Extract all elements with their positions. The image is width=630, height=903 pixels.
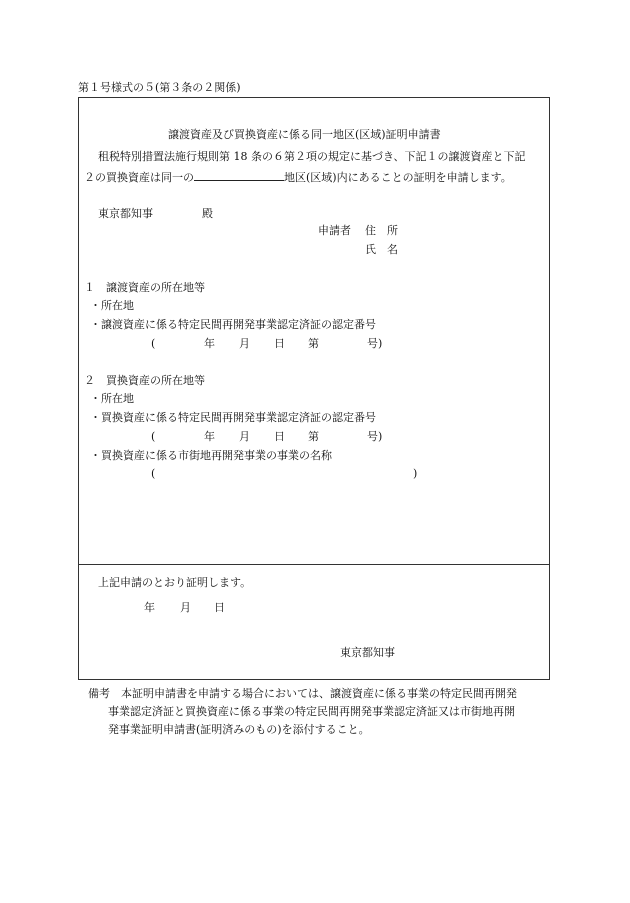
section2-date-dai: 第 xyxy=(308,430,319,443)
applicant-address-label: 住 所 xyxy=(365,224,398,237)
form-frame xyxy=(78,97,550,680)
certification-month: 月 xyxy=(180,601,191,614)
certification-statement: 上記申請のとおり証明します。 xyxy=(98,576,252,589)
section1-date-open: ( xyxy=(151,337,156,350)
remarks-note xyxy=(88,685,558,739)
section2-heading: ２ 買換資産の所在地等 xyxy=(84,374,205,387)
section1-date-day: 日 xyxy=(274,337,285,350)
section1-date-year: 年 xyxy=(204,337,215,350)
intro-line-2-before: ２の買換資産は同一の xyxy=(84,171,194,184)
section2-project-label: ・買換資産に係る市街地再開発事業の事業の名称 xyxy=(90,449,332,462)
certification-day: 日 xyxy=(214,601,225,614)
addressee-name: 東京都知事 xyxy=(98,207,153,220)
addressee-honorific: 殿 xyxy=(202,207,213,220)
certification-year: 年 xyxy=(144,601,155,614)
intro-line-1: 租税特別措置法施行規則第 18 条の６第２項の規定に基づき、下記１の譲渡資産と下記 xyxy=(98,150,526,163)
section1-location-label: ・所在地 xyxy=(90,299,134,312)
district-blank-line xyxy=(194,169,284,181)
remarks-line-1 xyxy=(88,685,558,703)
section1-date-go: 号) xyxy=(367,337,383,350)
remarks-line-3: 発事業証明申請書(証明済みのもの)を添付すること。 xyxy=(108,723,370,736)
remarks-line-2: 事業認定済証と買換資産に係る事業の特定民間再開発事業認定済証又は市街地再開 xyxy=(108,705,515,718)
form-title: 譲渡資産及び買換資産に係る同一地区(区域)証明申請書 xyxy=(168,128,441,141)
section2-date-day: 日 xyxy=(274,430,285,443)
remarks-text-1: 本証明申請書を申請する場合においては、譲渡資産に係る事業の特定民間再開発 xyxy=(121,687,517,700)
certification-issuer: 東京都知事 xyxy=(340,646,395,659)
section2-date-go: 号) xyxy=(367,430,383,443)
section2-date-month: 月 xyxy=(239,430,250,443)
section2-location-label: ・所在地 xyxy=(90,392,134,405)
applicant-label: 申請者 xyxy=(318,224,351,237)
intro-line-2-after: 地区(区域)内にあることの証明を申請します。 xyxy=(284,171,512,184)
section2-project-close: ) xyxy=(413,467,418,480)
remarks-label: 備考 xyxy=(88,687,110,700)
section1-cert-label: ・譲渡資産に係る特定民間再開発事業認定済証の認定番号 xyxy=(90,318,376,331)
section1-heading: １ 譲渡資産の所在地等 xyxy=(84,281,205,294)
certification-divider xyxy=(78,564,550,565)
form-number-label: 第１号様式の５(第３条の２関係) xyxy=(78,81,241,94)
section2-cert-label: ・買換資産に係る特定民間再開発事業認定済証の認定番号 xyxy=(90,411,376,424)
section1-date-dai: 第 xyxy=(308,337,319,350)
section2-date-year: 年 xyxy=(204,430,215,443)
section2-date-open: ( xyxy=(151,430,156,443)
applicant-name-label: 氏 名 xyxy=(365,243,398,256)
section2-project-open: ( xyxy=(151,467,156,480)
intro-line-2 xyxy=(84,169,512,184)
section1-date-month: 月 xyxy=(239,337,250,350)
